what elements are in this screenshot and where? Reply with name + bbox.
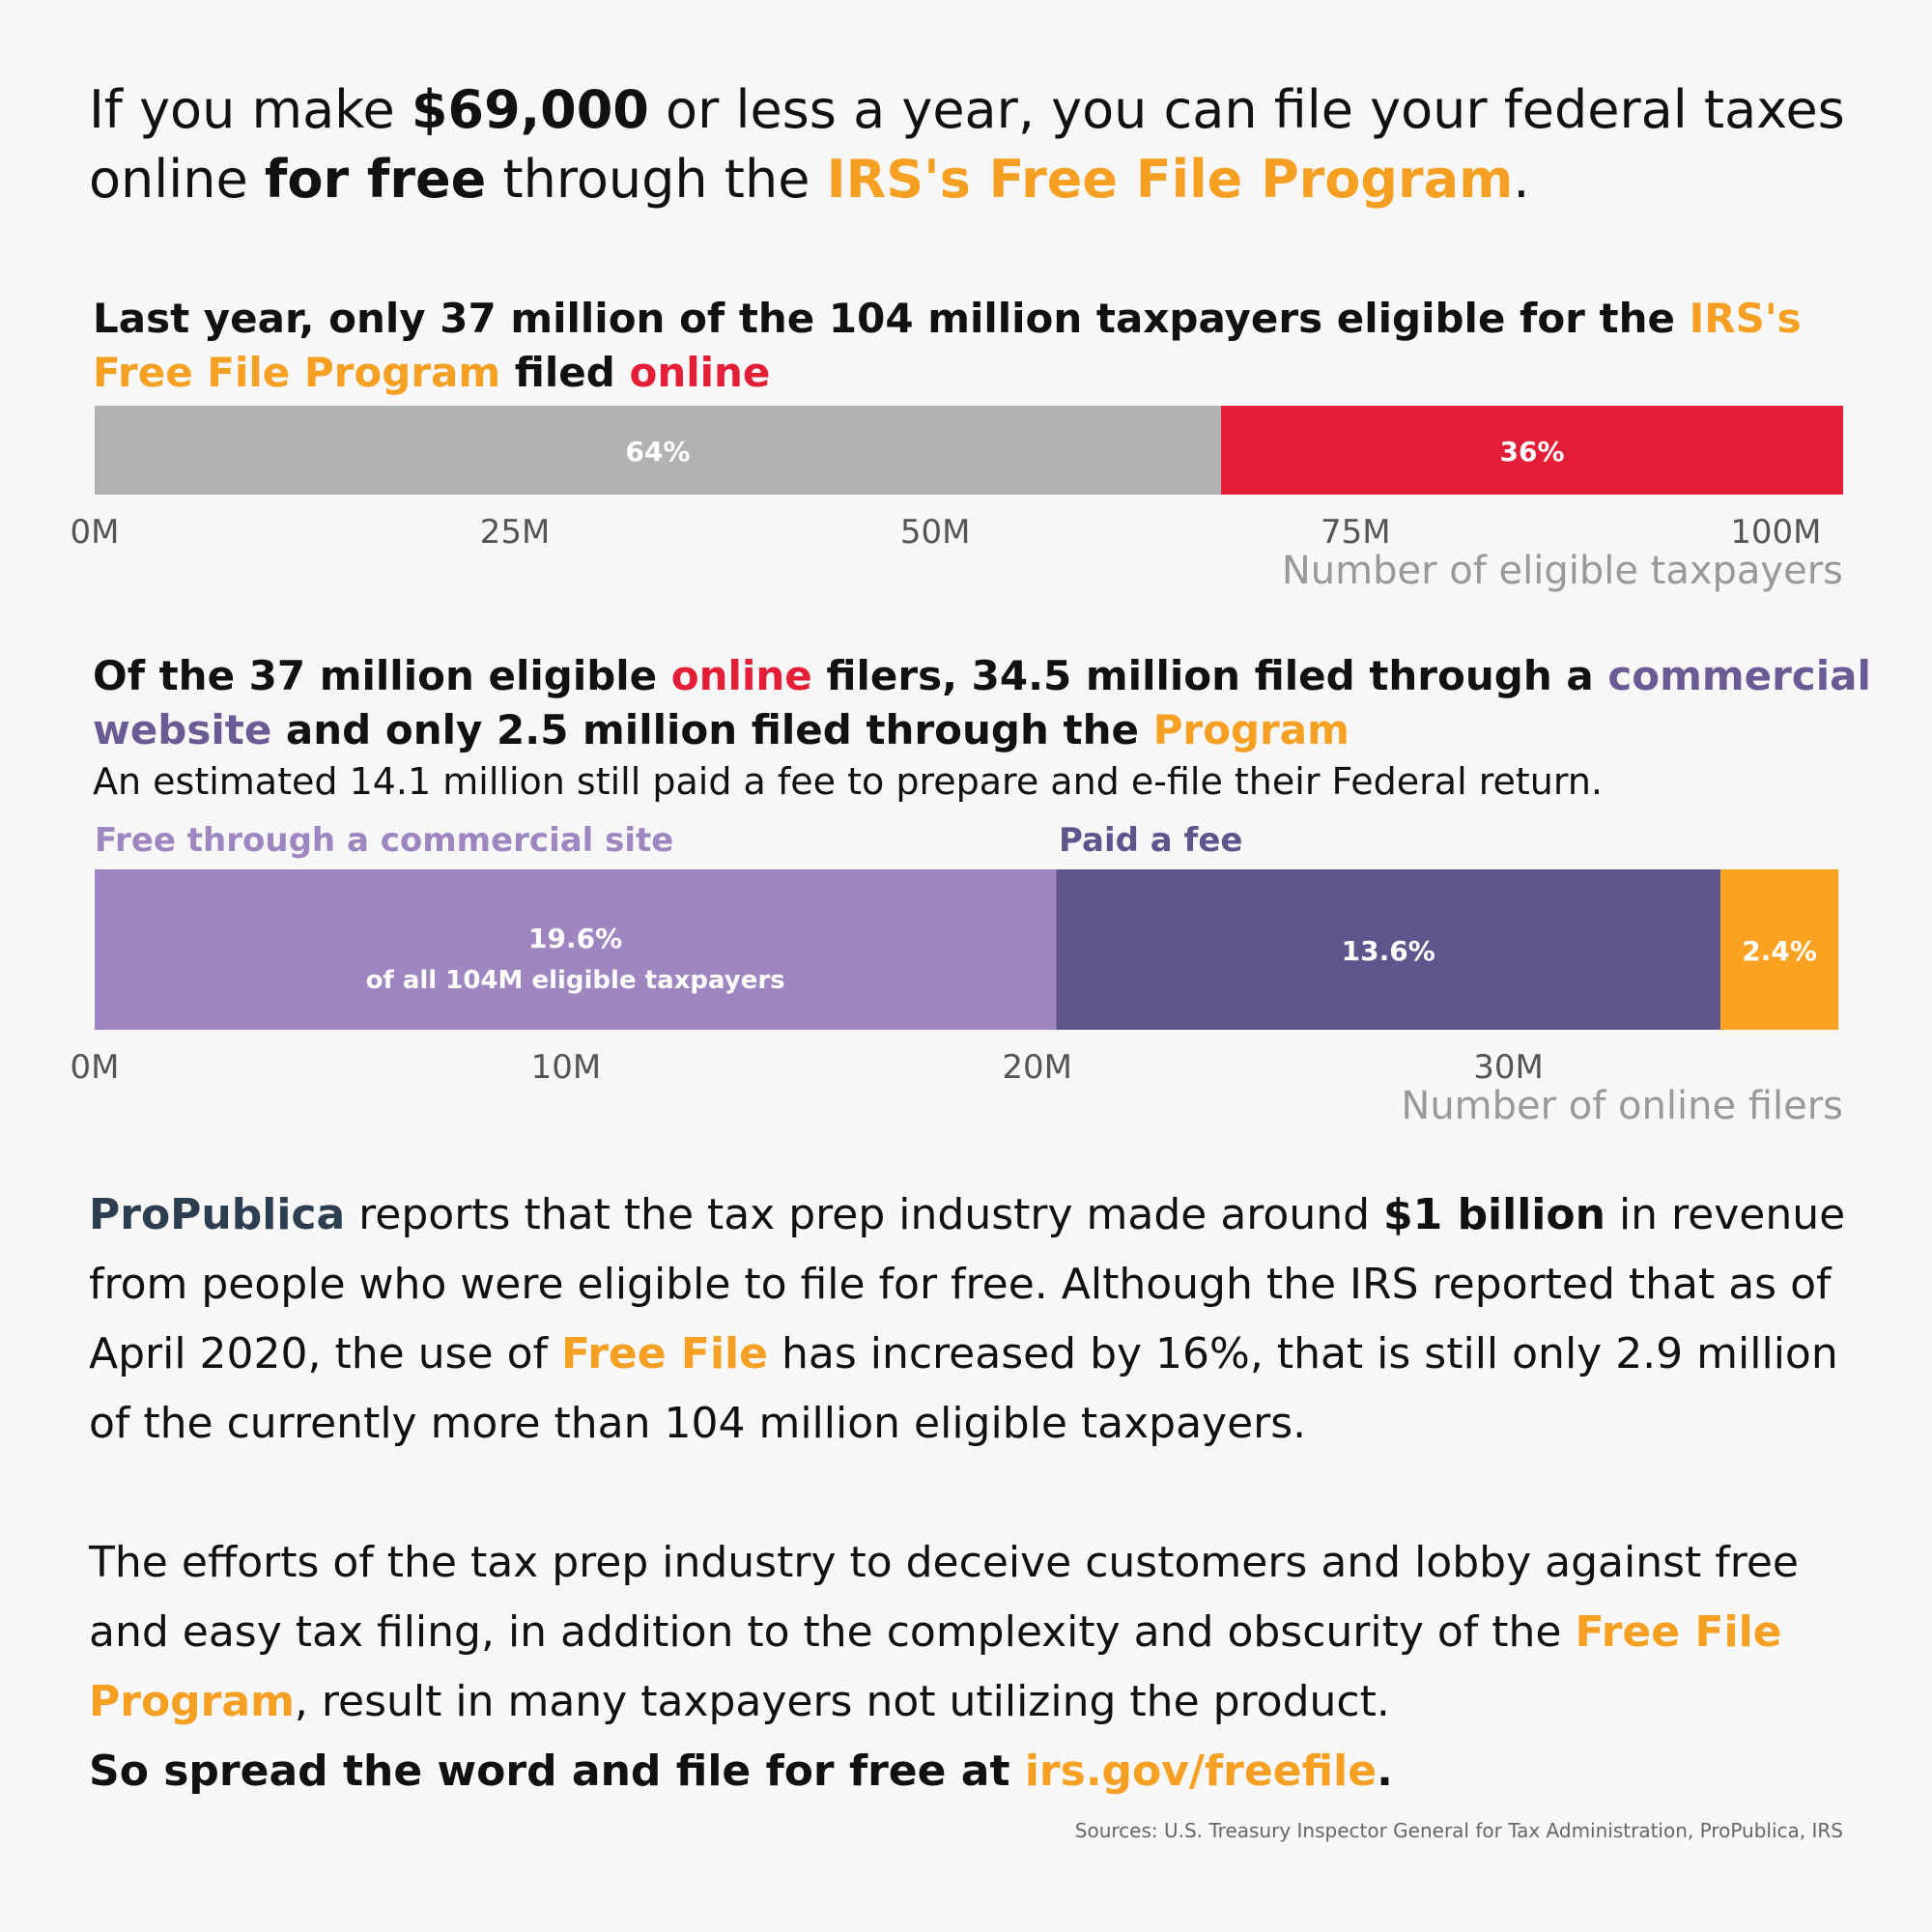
- income-threshold: $69,000: [411, 79, 649, 140]
- headline: If you make $69,000 or less a year, you can file your federal taxes online for free through the IRS's Free File Program.: [89, 79, 1845, 210]
- chart2-stacked-bar: [0, 869, 1932, 1128]
- x-axis-title: Number of online filers: [1401, 1084, 1843, 1128]
- sources-note: Sources: U.S. Treasury Inspector General for Tax Administration, ProPublica, IRS: [1074, 1819, 1843, 1842]
- bar-label-1: 13.6%: [1341, 935, 1435, 967]
- propublica-paragraph: ProPublica reports that the tax prep industry made around $1 billion in revenue from people who were eligible to file for free. Although the IRS reported that as of April 2020, the use of Free File has increased by 16%, that is still only 2.9 million of the currently more than 104 million eligible taxpayers.: [89, 1190, 1846, 1448]
- call-to-action-paragraph: The efforts of the tax prep industry to deceive customers and lobby against free and easy tax filing, in addition to the complexity and obscurity of the Free File Program, result in many taxpayers not utilizing the product. So spread the word and file for free at irs.gov/freefile.: [89, 1538, 1799, 1796]
- propublica-name: ProPublica: [89, 1190, 346, 1239]
- category-label-free-commercial: Free through a commercial site: [95, 821, 674, 860]
- x-axis-title: Number of eligible taxpayers: [1281, 549, 1843, 593]
- program-name: IRS's Free File Program: [826, 149, 1514, 210]
- x-tick-label: 10M: [530, 1048, 602, 1087]
- chart2-title: Of the 37 million eligible online filers, 34.5 million filed through a commercial website and only 2.5 million filed through the Program: [93, 652, 1871, 753]
- chart1-stacked-bar: [0, 406, 1932, 593]
- cta-text: So spread the word and file for free at: [89, 1747, 1025, 1796]
- x-tick-label: 30M: [1473, 1048, 1544, 1087]
- x-tick-label: 50M: [899, 513, 971, 552]
- bar-label-1: 36%: [1499, 436, 1565, 468]
- x-tick-label: 0M: [70, 1048, 120, 1087]
- bar-label-0: 64%: [625, 436, 691, 468]
- x-tick-label: 75M: [1320, 513, 1391, 552]
- chart1-title: Last year, only 37 million of the 104 million taxpayers eligible for the IRS's Free File Program filed online: [93, 295, 1802, 396]
- for-free-emphasis: for free: [264, 149, 487, 210]
- x-tick-label: 0M: [70, 513, 120, 552]
- x-tick-label: 20M: [1002, 1048, 1073, 1087]
- x-tick-label: 100M: [1730, 513, 1822, 552]
- bar-label-2: 2.4%: [1742, 935, 1817, 967]
- category-label-paid-fee: Paid a fee: [1059, 821, 1243, 860]
- x-tick-label: 25M: [479, 513, 551, 552]
- bar-sublabel-0: of all 104M eligible taxpayers: [365, 966, 785, 995]
- bar-label-0: 19.6%: [528, 923, 623, 954]
- chart2-subtitle: An estimated 14.1 million still paid a fee to prepare and e-file their Federal return.: [93, 760, 1603, 803]
- irs-freefile-link[interactable]: irs.gov/freefile: [1024, 1747, 1378, 1796]
